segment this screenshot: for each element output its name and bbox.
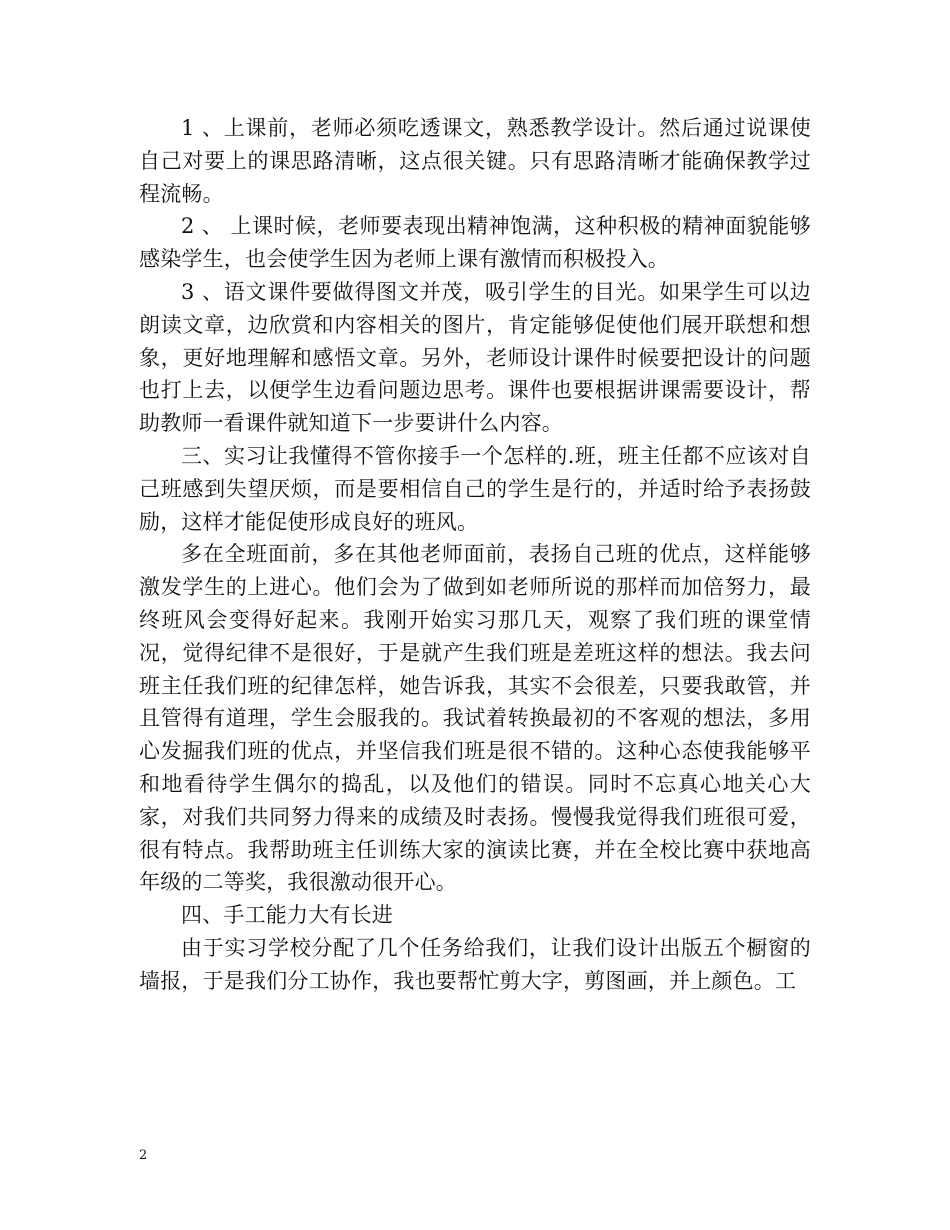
page-number: 2 xyxy=(139,1148,148,1163)
paragraph-1: 1 、上课前，老师必须吃透课文，熟悉教学设计。然后通过说课使自己对要上的课思路清晰，这点很关键。只有思路清晰才能确保教学过程流畅。 xyxy=(139,116,811,206)
document-body xyxy=(139,112,811,998)
paragraph-6: 由于实习学校分配了几个任务给我们，让我们设计出版五个橱窗的墙报，于是我们分工协作，我也要帮忙剪大字，剪图画，并上颜色。工 xyxy=(139,935,811,993)
paragraph-3: 3 、语文课件要做得图文并茂，吸引学生的目光。如果学生可以边朗读文章，边欣赏和内容相关的图片，肯定能够促使他们展开联想和想象，更好地理解和感悟文章。另外，老师设计课件时候要把设计的问题也打上去，以便学生边看问题边思考。课件也要根据讲课需要设计，帮助教师一看课件就知道下一步要讲什么内容。 xyxy=(139,279,811,436)
section-heading: 四、手工能力大有长进 xyxy=(181,903,393,928)
paragraph-5: 多在全班面前，多在其他老师面前，表扬自己班的优点，这样能够激发学生的上进心。他们会为了做到如老师所说的那样而加倍努力，最终班风会变得好起来。我刚开始实习那几天，观察了我们班的课堂情况，觉得纪律不是很好，于是就产生我们班是差班这样的想法。我去问班主任我们班的纪律怎样，她告诉我，其实不会很差，只要我敢管，并且管得有道理，学生会服我的。我试着转换最初的不客观的想法，多用心发掘我们班的优点，并坚信我们班是很不错的。这种心态使我能够平和地看待学生偶尔的捣乱，以及他们的错误。同时不忘真心地关心大家，对我们共同努力得来的成绩及时表扬。慢慢我觉得我们班很可爱，很有特点。我帮助班主任训练大家的演读比赛，并在全校比赛中获地高年级的二等奖，我很激动很开心。 xyxy=(139,542,811,895)
paragraph-2: 2 、 上课时候，老师要表现出精神饱满，这种积极的精神面貌能够感染学生，也会使学生因为老师上课有激情而积极投入。 xyxy=(139,214,811,272)
paragraph-4: 三、实习让我懂得不管你接手一个怎样的.班，班主任都不应该对自己班感到失望厌烦，而是要相信自己的学生是行的，并适时给予表扬鼓励，这样才能促使形成良好的班风。 xyxy=(139,443,811,534)
